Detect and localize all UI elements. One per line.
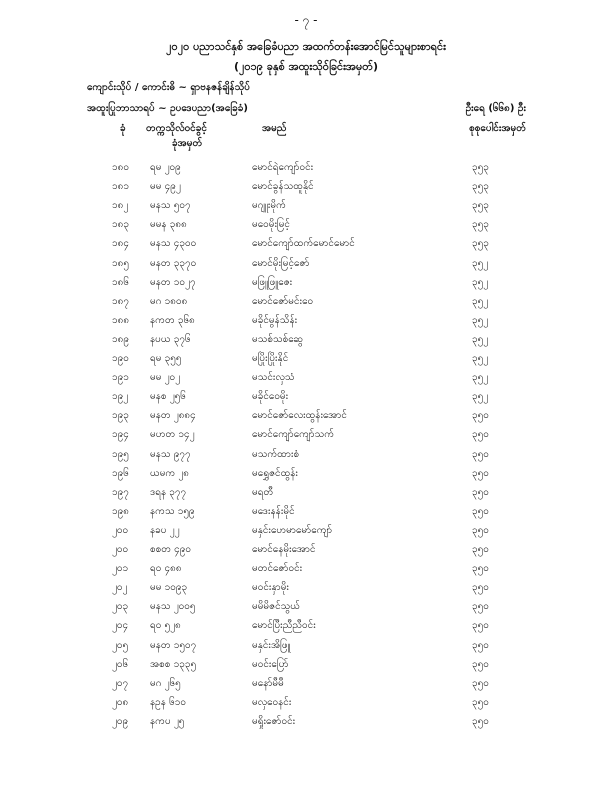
roll-number: မနတ ၃၃၇၀ — [150, 257, 197, 269]
roll-number: နပယ ၃၇၆ — [150, 333, 191, 345]
table-row — [0, 236, 612, 255]
student-name: မရှိုးဇော်ဝင်း — [252, 715, 296, 727]
total-score: ၃၅၂ — [472, 257, 489, 269]
total-score: ၃၅၀ — [472, 715, 489, 727]
total-score: ၃၅၀ — [472, 429, 489, 441]
table-row — [0, 695, 612, 714]
student-name: မောင်ပြီးညီညီဝင်း — [252, 620, 316, 632]
total-score: ၃၅၀ — [472, 677, 489, 689]
roll-number: မနစ ၂၅၆ — [150, 391, 186, 403]
subject-line: အထူးပြုဘာသာရပ် ~ ဥပဒေပညာ(အခြေခံ) — [87, 103, 248, 114]
row-number: ၁၉၈ — [112, 505, 129, 517]
row-number: ၁၉၀ — [112, 353, 129, 364]
total-score: ၃၅၀ — [472, 410, 489, 422]
student-name: မောင်ကျော်ထက်မောင်မောင် — [252, 238, 355, 250]
roll-number: စစတ ၄၉၀ — [150, 544, 192, 555]
roll-number: နကသ ၁၅၉ — [150, 505, 195, 517]
total-score: ၃၅၂ — [472, 333, 489, 345]
row-number: ၁၉၆ — [112, 467, 129, 479]
roll-number: ယမက ၂၈ — [150, 467, 190, 479]
row-number: ၁၈၃ — [112, 219, 129, 231]
row-number: ၂၀၈ — [112, 696, 129, 708]
total-score: ၃၅၃ — [472, 162, 489, 173]
row-number: ၂၀၆ — [112, 658, 129, 670]
total-score: ၃၅၀ — [472, 544, 489, 555]
row-number: ၂၀၁ — [112, 563, 129, 575]
student-name: မပြိုးပြိုးနိုင် — [252, 353, 289, 364]
roll-number: ရဝ ၄၈၈ — [150, 563, 182, 575]
student-name: မနှင်းဟေမာမော်ကျော် — [252, 524, 333, 536]
roll-number: မဂ ၁၈၀၈ — [150, 295, 188, 307]
roll-number: မဂ ၂၆၅ — [150, 677, 181, 689]
table-row — [0, 561, 612, 580]
total-score: ၃၅၀ — [472, 486, 489, 498]
header-no: ခုံ — [120, 123, 126, 134]
roll-number: ရဝ ၅၂၈ — [150, 620, 181, 632]
student-name: မောင်မိုးမြင့်ဇော် — [252, 257, 310, 269]
roll-number: ရမ ၂၀၉ — [150, 162, 181, 173]
table-row — [0, 275, 612, 294]
row-number: ၁၈၆ — [112, 276, 129, 288]
total-score: ၃၅၃ — [472, 200, 489, 212]
row-number: ၂၀၃ — [112, 601, 129, 613]
table-row — [0, 657, 612, 676]
table-row — [0, 160, 612, 179]
roll-number: မမ ၂၀၂ — [150, 372, 181, 384]
total-score: ၃၅၃ — [472, 219, 489, 231]
student-name: မသစ်သစ်ဆွေ — [252, 333, 304, 345]
total-score: ၃၅၀ — [472, 524, 489, 536]
total-score: ၃၅၂ — [472, 372, 489, 384]
total-score: ၃၅၂ — [472, 295, 489, 307]
total-score: ၃၅၀ — [472, 658, 489, 670]
roll-number: မနတ ၁၀၂၇ — [150, 276, 196, 288]
row-number: ၁၉၁ — [112, 372, 129, 384]
student-name: မောင်ရဲကျော်ဝင်း — [252, 162, 314, 173]
row-number: ၁၉၃ — [112, 410, 129, 422]
page-number: - ၇ - — [294, 13, 318, 27]
header-name: အမည် — [262, 123, 287, 134]
total-score: ၃၅၀ — [472, 639, 489, 651]
roll-number: မမ ၄၉၂ — [150, 181, 181, 193]
student-name: မဝင်းပြော် — [252, 658, 289, 670]
table-row — [0, 676, 612, 695]
total-count: ဦးရေ (၆၆၈) ဦး — [465, 103, 526, 114]
student-name: မသင်းလှသံ — [252, 372, 295, 384]
roll-number: ရမ ၃၅၅ — [150, 353, 182, 364]
row-number: ၁၈၁ — [112, 181, 129, 193]
row-number: ၁၉၅ — [112, 448, 129, 460]
roll-number: မနသ ၉၇၇ — [150, 448, 191, 460]
student-name: မရွှေဇင်ထွန်း — [252, 467, 298, 479]
table-row — [0, 179, 612, 198]
student-name: မောင်ခွန်သထူနိုင် — [252, 181, 314, 193]
roll-number: မနသ ၂၀၀၅ — [150, 601, 196, 613]
table-row — [0, 580, 612, 599]
roll-number: နကပ ၂၅ — [150, 715, 185, 727]
row-number: ၂၀၀ — [112, 544, 129, 555]
total-score: ၃၅၂ — [472, 276, 489, 288]
total-score: ၃၅၃ — [472, 238, 489, 250]
table-row — [0, 256, 612, 275]
row-number: ၁၈၇ — [112, 295, 129, 307]
roll-number: နဥန ၆၁၀ — [150, 696, 186, 708]
row-number: ၂၀၂ — [112, 582, 128, 594]
student-name: မရတီ — [252, 486, 274, 498]
total-score: ၃၅၃ — [472, 181, 489, 193]
row-number: ၁၈၄ — [112, 238, 129, 250]
row-number: ၂၀၉ — [112, 715, 129, 727]
total-score: ၃၅၂ — [472, 391, 489, 403]
header-roll: တက္ကသိုလ်ဝင်ခွင့် — [146, 123, 207, 134]
student-name: မဒေးနန်းမိုင် — [252, 505, 295, 517]
table-row — [0, 714, 612, 733]
total-score: ၃၅၀ — [472, 620, 489, 632]
roll-number: မနတ ၁၅၀၇ — [150, 639, 197, 651]
student-name: မဝေမိုးမြင့် — [252, 219, 290, 231]
total-score: ၃၅၀ — [472, 448, 489, 460]
document-subtitle: (၂၀၁၉ ခုနှစ် အထူးသိုဝ်ခြင်းအမှတ်) — [233, 60, 379, 73]
row-number: ၁၈၅ — [112, 257, 129, 269]
table-row — [0, 294, 612, 313]
student-name: မောင်ဇော်မင်းဝေ — [252, 295, 314, 307]
student-name: မဂျူးမိုက် — [252, 200, 286, 212]
document-title: ၂၀၂၀ ပညာသင်နှစ် အခြေခံပညာ အထက်တန်းအောင်မြင်သူများစာရင်း — [166, 40, 446, 53]
table-row — [0, 198, 612, 217]
row-number: ၁၉၇ — [112, 486, 129, 498]
student-name: မသက်ထားစံ — [252, 448, 300, 460]
roll-number: မနတ ၂၈၈၄ — [150, 410, 196, 422]
student-name: မနှင်းအိဖြူ — [252, 639, 291, 651]
table-row — [0, 599, 612, 618]
header-roll-sub: ခုံအမှတ် — [172, 138, 203, 149]
roll-number: မနသ ၄၃၀၀ — [150, 238, 197, 250]
table-row — [0, 217, 612, 236]
row-number: ၂၀၅ — [112, 639, 129, 651]
table-row — [0, 485, 612, 504]
roll-number: နခပ ၂၂ — [150, 524, 180, 536]
table-row — [0, 370, 612, 389]
total-score: ၃၅၀ — [472, 563, 489, 575]
region-line: ကျောင်းသိုပ် / ကောင်းဓိ ~ ရှာဗနဇန်ချိန်သိုပ် — [87, 82, 250, 93]
student-name: မလှဝေနင်း — [252, 696, 292, 708]
roll-number: နကတ ၃၆၈ — [150, 314, 195, 326]
table-row — [0, 447, 612, 466]
total-score: ၃၅၀ — [472, 696, 489, 708]
table-row — [0, 332, 612, 351]
student-name: မောင်ဇော်လေးထွန်းအောင် — [252, 410, 347, 422]
table-row — [0, 638, 612, 657]
student-name: မောင်ကျော်ကျော်သက် — [252, 429, 335, 441]
total-score: ၃၅၀ — [472, 467, 489, 479]
total-score: ၃၅၀ — [472, 601, 489, 613]
table-row — [0, 351, 612, 370]
student-name: မောင်နေမိုးအောင် — [252, 544, 316, 555]
roll-number: မမ ၁၀၉၃ — [150, 582, 188, 594]
roll-number: အစစ ၁၃၃၅ — [150, 658, 197, 670]
roll-number: မမန ၃၈၈ — [150, 219, 187, 231]
total-score: ၃၅၂ — [472, 353, 489, 364]
table-row — [0, 504, 612, 523]
total-score: ၃၅၀ — [472, 582, 489, 594]
row-number: ၁၈၉ — [112, 333, 129, 345]
row-number: ၁၈၂ — [112, 200, 129, 212]
table-row — [0, 427, 612, 446]
table-row — [0, 466, 612, 485]
row-number: ၂၀၀ — [112, 524, 129, 536]
row-number: ၁၉၂ — [112, 391, 129, 403]
student-name: မဝင်းနှာမိုး — [252, 582, 289, 594]
student-name: မခိုင်ဝေမိုး — [252, 391, 289, 403]
row-number: ၁၉၄ — [112, 429, 129, 441]
table-row — [0, 542, 612, 561]
row-number: ၂၀၄ — [112, 620, 129, 632]
table-row — [0, 389, 612, 408]
row-number: ၁၈၈ — [112, 314, 130, 326]
total-score: ၃၅၀ — [472, 505, 489, 517]
row-number: ၁၈၀ — [112, 162, 129, 173]
table-row — [0, 408, 612, 427]
total-score: ၃၅၂ — [472, 314, 489, 326]
student-name: မခိုင်မွန်သိန်း — [252, 314, 298, 326]
roll-number: မဟတ ၁၄၂ — [150, 429, 195, 441]
student-name: မမိမိဇင်သွယ် — [252, 601, 301, 613]
table-row — [0, 313, 612, 332]
table-row — [0, 523, 612, 542]
table-row — [0, 618, 612, 637]
roll-number: မနသ ၅၀၇ — [150, 200, 191, 212]
roll-number: ဒရန ၃၇၇ — [150, 486, 187, 498]
row-number: ၂၀၇ — [112, 677, 129, 689]
student-name: မတင်ဇော်ဝင်း — [252, 563, 303, 575]
student-name: မနော်မီမီ — [252, 677, 284, 689]
student-name: မဖြူဖြူဇေး — [252, 276, 293, 288]
header-score: စုစုပေါင်းအမှတ် — [469, 123, 526, 134]
